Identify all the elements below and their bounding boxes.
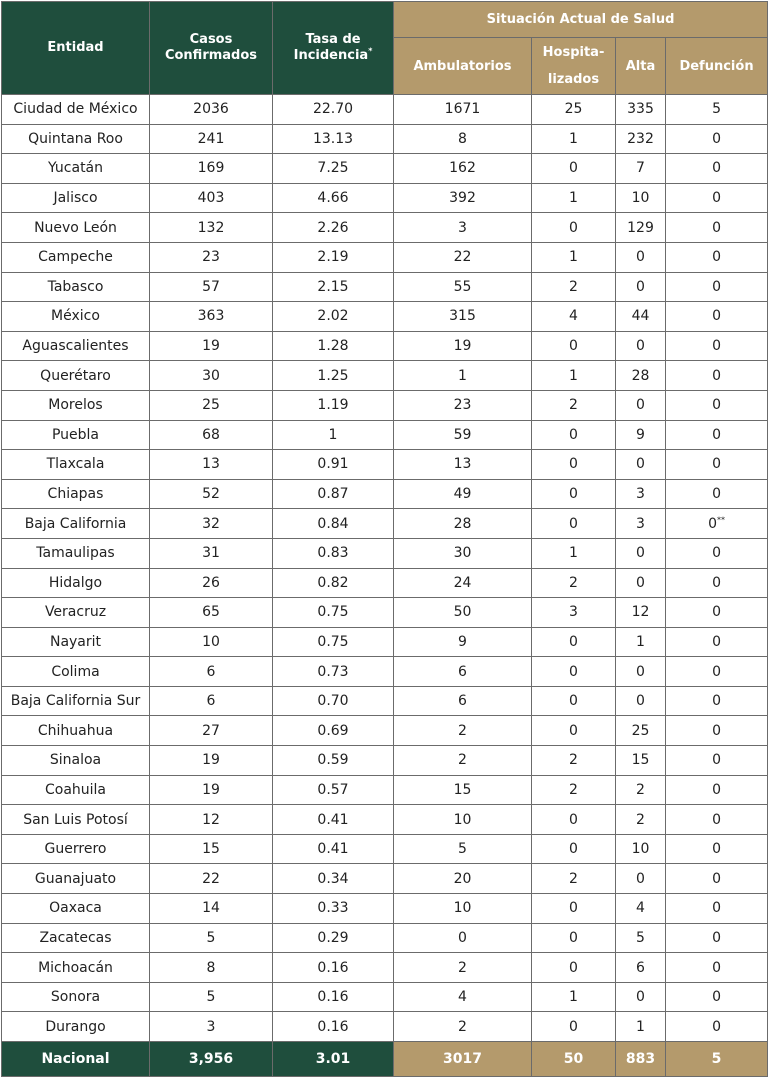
cell-entidad: Puebla (2, 420, 150, 450)
cell-entidad: Colima (2, 657, 150, 687)
cell-entidad: Coahuila (2, 775, 150, 805)
cell-defuncion: 5 (666, 95, 768, 125)
cell-hospitalizados: 0 (532, 154, 616, 184)
cell-entidad: Morelos (2, 390, 150, 420)
covid-cases-table (1, 1, 768, 1077)
cell-tasa: 1.25 (273, 361, 394, 391)
cell-tasa: 2.15 (273, 272, 394, 302)
cell-tasa: 0.84 (273, 509, 394, 539)
cell-tasa: 0.57 (273, 775, 394, 805)
cell-ambulatorios: 2 (394, 716, 532, 746)
cell-alta: 44 (616, 302, 666, 332)
cell-ambulatorios: 22 (394, 242, 532, 272)
cell-defuncion: 0 (666, 420, 768, 450)
cell-tasa: 1 (273, 420, 394, 450)
cell-ambulatorios: 3 (394, 213, 532, 243)
cell-tasa: 0.41 (273, 805, 394, 835)
cell-defuncion: 0 (666, 242, 768, 272)
cell-hospitalizados: 3 (532, 598, 616, 628)
cell-hospitalizados: 0 (532, 657, 616, 687)
cell-defuncion: 0** (666, 509, 768, 539)
table-row (2, 272, 768, 302)
table-row (2, 450, 768, 480)
cell-defuncion: 0 (666, 538, 768, 568)
cell-hospitalizados: 0 (532, 479, 616, 509)
cell-tasa: 0.69 (273, 716, 394, 746)
cell-tasa: 0.16 (273, 953, 394, 983)
table-row (2, 242, 768, 272)
cell-hospitalizados: 25 (532, 95, 616, 125)
cell-entidad: Tamaulipas (2, 538, 150, 568)
cell-hospitalizados: 4 (532, 302, 616, 332)
cell-alta: 2 (616, 805, 666, 835)
cell-casos: 27 (150, 716, 273, 746)
cell-casos: 5 (150, 923, 273, 953)
table-row (2, 420, 768, 450)
table-row (2, 361, 768, 391)
cell-hospitalizados: 1 (532, 361, 616, 391)
cell-hospitalizados: 0 (532, 213, 616, 243)
cell-tasa: 0.91 (273, 450, 394, 480)
header-casos-confirmados: Casos Confirmados (150, 2, 273, 95)
cell-ambulatorios: 2 (394, 746, 532, 776)
cell-tasa: 0.70 (273, 686, 394, 716)
cell-ambulatorios: 49 (394, 479, 532, 509)
cell-hospitalizados: 1 (532, 242, 616, 272)
cell-tasa: 1.19 (273, 390, 394, 420)
cell-defuncion: 0 (666, 124, 768, 154)
cell-hospitalizados: 0 (532, 420, 616, 450)
cell-entidad: Aguascalientes (2, 331, 150, 361)
total-hospitalizados: 50 (532, 1042, 616, 1077)
cell-entidad: Nuevo León (2, 213, 150, 243)
table-row (2, 95, 768, 125)
cell-entidad: México (2, 302, 150, 332)
cell-ambulatorios: 55 (394, 272, 532, 302)
header-situacion-actual: Situación Actual de Salud (394, 2, 768, 38)
cell-defuncion: 0 (666, 598, 768, 628)
cell-alta: 335 (616, 95, 666, 125)
cell-ambulatorios: 6 (394, 657, 532, 687)
cell-tasa: 0.87 (273, 479, 394, 509)
table-row (2, 1012, 768, 1042)
cell-casos: 65 (150, 598, 273, 628)
cell-ambulatorios: 30 (394, 538, 532, 568)
cell-entidad: Oaxaca (2, 894, 150, 924)
cell-alta: 2 (616, 775, 666, 805)
cell-casos: 23 (150, 242, 273, 272)
total-alta: 883 (616, 1042, 666, 1077)
cell-casos: 19 (150, 746, 273, 776)
cell-tasa: 13.13 (273, 124, 394, 154)
cell-entidad: Campeche (2, 242, 150, 272)
cell-defuncion: 0 (666, 775, 768, 805)
cell-tasa: 0.75 (273, 598, 394, 628)
table-row (2, 568, 768, 598)
table-row (2, 390, 768, 420)
cell-alta: 5 (616, 923, 666, 953)
cell-alta: 0 (616, 657, 666, 687)
table-row (2, 509, 768, 539)
cell-ambulatorios: 1671 (394, 95, 532, 125)
total-tasa: 3.01 (273, 1042, 394, 1077)
table-row (2, 183, 768, 213)
cell-casos: 15 (150, 834, 273, 864)
cell-defuncion: 0 (666, 272, 768, 302)
cell-alta: 232 (616, 124, 666, 154)
cell-defuncion: 0 (666, 213, 768, 243)
cell-casos: 10 (150, 627, 273, 657)
cell-entidad: San Luis Potosí (2, 805, 150, 835)
cell-entidad: Sonora (2, 982, 150, 1012)
cell-alta: 12 (616, 598, 666, 628)
cell-tasa: 2.02 (273, 302, 394, 332)
cell-casos: 2036 (150, 95, 273, 125)
cell-alta: 129 (616, 213, 666, 243)
cell-entidad: Durango (2, 1012, 150, 1042)
total-defuncion: 5 (666, 1042, 768, 1077)
footnote-mark: ** (716, 514, 725, 524)
cell-ambulatorios: 13 (394, 450, 532, 480)
cell-tasa: 0.16 (273, 982, 394, 1012)
cell-entidad: Chihuahua (2, 716, 150, 746)
cell-casos: 25 (150, 390, 273, 420)
cell-alta: 0 (616, 686, 666, 716)
cell-alta: 0 (616, 331, 666, 361)
cell-tasa: 0.29 (273, 923, 394, 953)
cell-ambulatorios: 10 (394, 805, 532, 835)
table-row (2, 775, 768, 805)
table-row (2, 716, 768, 746)
cell-defuncion: 0 (666, 154, 768, 184)
cell-entidad: Tabasco (2, 272, 150, 302)
cell-ambulatorios: 9 (394, 627, 532, 657)
cell-ambulatorios: 50 (394, 598, 532, 628)
cell-ambulatorios: 10 (394, 894, 532, 924)
cell-ambulatorios: 392 (394, 183, 532, 213)
cell-ambulatorios: 315 (394, 302, 532, 332)
header-ambulatorios: Ambulatorios (394, 38, 532, 95)
cell-tasa: 0.75 (273, 627, 394, 657)
cell-tasa: 0.83 (273, 538, 394, 568)
table-body (2, 95, 768, 1042)
cell-ambulatorios: 2 (394, 1012, 532, 1042)
cell-casos: 6 (150, 686, 273, 716)
cell-defuncion: 0 (666, 864, 768, 894)
cell-entidad: Zacatecas (2, 923, 150, 953)
cell-ambulatorios: 5 (394, 834, 532, 864)
cell-alta: 1 (616, 1012, 666, 1042)
cell-tasa: 4.66 (273, 183, 394, 213)
cell-alta: 28 (616, 361, 666, 391)
cell-defuncion: 0 (666, 657, 768, 687)
cell-hospitalizados: 0 (532, 627, 616, 657)
cell-alta: 0 (616, 982, 666, 1012)
header-entidad: Entidad (2, 2, 150, 95)
cell-casos: 3 (150, 1012, 273, 1042)
cell-ambulatorios: 23 (394, 390, 532, 420)
cell-defuncion: 0 (666, 834, 768, 864)
cell-alta: 9 (616, 420, 666, 450)
cell-hospitalizados: 0 (532, 923, 616, 953)
table-row (2, 657, 768, 687)
cell-defuncion: 0 (666, 1012, 768, 1042)
cell-casos: 363 (150, 302, 273, 332)
cell-hospitalizados: 0 (532, 331, 616, 361)
cell-defuncion: 0 (666, 390, 768, 420)
cell-hospitalizados: 1 (532, 538, 616, 568)
table-row (2, 213, 768, 243)
cell-hospitalizados: 2 (532, 568, 616, 598)
cell-ambulatorios: 4 (394, 982, 532, 1012)
header-alta: Alta (616, 38, 666, 95)
table-row (2, 479, 768, 509)
cell-entidad: Guanajuato (2, 864, 150, 894)
cell-casos: 5 (150, 982, 273, 1012)
cell-hospitalizados: 2 (532, 272, 616, 302)
cell-hospitalizados: 0 (532, 834, 616, 864)
table-row (2, 627, 768, 657)
header-defuncion: Defunción (666, 38, 768, 95)
table-row (2, 834, 768, 864)
cell-entidad: Chiapas (2, 479, 150, 509)
cell-casos: 8 (150, 953, 273, 983)
cell-hospitalizados: 0 (532, 1012, 616, 1042)
cell-entidad: Tlaxcala (2, 450, 150, 480)
table-row (2, 805, 768, 835)
cell-ambulatorios: 15 (394, 775, 532, 805)
table-row (2, 746, 768, 776)
cell-hospitalizados: 0 (532, 894, 616, 924)
cell-defuncion: 0 (666, 716, 768, 746)
cell-hospitalizados: 0 (532, 509, 616, 539)
cell-casos: 19 (150, 331, 273, 361)
cell-defuncion: 0 (666, 805, 768, 835)
cell-casos: 32 (150, 509, 273, 539)
cell-tasa: 7.25 (273, 154, 394, 184)
cell-hospitalizados: 1 (532, 183, 616, 213)
cell-hospitalizados: 2 (532, 746, 616, 776)
cell-hospitalizados: 0 (532, 953, 616, 983)
cell-alta: 0 (616, 450, 666, 480)
cell-casos: 132 (150, 213, 273, 243)
cell-defuncion: 0 (666, 183, 768, 213)
cell-casos: 57 (150, 272, 273, 302)
cell-entidad: Yucatán (2, 154, 150, 184)
cell-alta: 15 (616, 746, 666, 776)
cell-alta: 3 (616, 479, 666, 509)
cell-casos: 6 (150, 657, 273, 687)
cell-tasa: 0.82 (273, 568, 394, 598)
cell-casos: 22 (150, 864, 273, 894)
cell-casos: 13 (150, 450, 273, 480)
cell-tasa: 0.59 (273, 746, 394, 776)
cell-casos: 30 (150, 361, 273, 391)
cell-alta: 0 (616, 568, 666, 598)
cell-alta: 0 (616, 272, 666, 302)
cell-hospitalizados: 2 (532, 390, 616, 420)
cell-entidad: Baja California (2, 509, 150, 539)
table-row (2, 982, 768, 1012)
cell-alta: 0 (616, 390, 666, 420)
total-casos: 3,956 (150, 1042, 273, 1077)
cell-ambulatorios: 0 (394, 923, 532, 953)
cell-casos: 26 (150, 568, 273, 598)
table-row (2, 598, 768, 628)
cell-entidad: Sinaloa (2, 746, 150, 776)
cell-defuncion: 0 (666, 479, 768, 509)
table-row (2, 864, 768, 894)
cell-alta: 7 (616, 154, 666, 184)
cell-casos: 403 (150, 183, 273, 213)
cell-ambulatorios: 8 (394, 124, 532, 154)
cell-entidad: Quintana Roo (2, 124, 150, 154)
cell-tasa: 0.41 (273, 834, 394, 864)
cell-entidad: Baja California Sur (2, 686, 150, 716)
cell-hospitalizados: 0 (532, 686, 616, 716)
cell-ambulatorios: 28 (394, 509, 532, 539)
cell-entidad: Nayarit (2, 627, 150, 657)
cell-ambulatorios: 6 (394, 686, 532, 716)
total-row (2, 1042, 768, 1077)
table-footer (2, 1042, 768, 1077)
cell-entidad: Veracruz (2, 598, 150, 628)
cell-casos: 169 (150, 154, 273, 184)
cell-entidad: Michoacán (2, 953, 150, 983)
cell-alta: 0 (616, 538, 666, 568)
cell-defuncion: 0 (666, 568, 768, 598)
cell-casos: 52 (150, 479, 273, 509)
cell-hospitalizados: 1 (532, 124, 616, 154)
cell-tasa: 0.16 (273, 1012, 394, 1042)
cell-defuncion: 0 (666, 627, 768, 657)
cell-casos: 68 (150, 420, 273, 450)
table-row (2, 331, 768, 361)
cell-defuncion: 0 (666, 894, 768, 924)
cell-ambulatorios: 19 (394, 331, 532, 361)
cell-alta: 25 (616, 716, 666, 746)
cell-defuncion: 0 (666, 361, 768, 391)
table-row (2, 154, 768, 184)
cell-alta: 4 (616, 894, 666, 924)
cell-defuncion: 0 (666, 302, 768, 332)
total-entidad: Nacional (2, 1042, 150, 1077)
cell-casos: 12 (150, 805, 273, 835)
cell-tasa: 2.26 (273, 213, 394, 243)
cell-hospitalizados: 0 (532, 805, 616, 835)
header-hospitalizados: Hospita- lizados (532, 38, 616, 95)
cell-defuncion: 0 (666, 746, 768, 776)
cell-defuncion: 0 (666, 953, 768, 983)
cell-tasa: 0.33 (273, 894, 394, 924)
cell-defuncion: 0 (666, 923, 768, 953)
cell-hospitalizados: 2 (532, 775, 616, 805)
cell-tasa: 2.19 (273, 242, 394, 272)
cell-ambulatorios: 2 (394, 953, 532, 983)
cell-casos: 19 (150, 775, 273, 805)
cell-alta: 1 (616, 627, 666, 657)
table-row (2, 302, 768, 332)
cell-entidad: Guerrero (2, 834, 150, 864)
table-header (2, 2, 768, 95)
cell-defuncion: 0 (666, 686, 768, 716)
cell-hospitalizados: 2 (532, 864, 616, 894)
table-row (2, 124, 768, 154)
cell-alta: 0 (616, 864, 666, 894)
cell-defuncion: 0 (666, 982, 768, 1012)
cell-ambulatorios: 1 (394, 361, 532, 391)
cell-ambulatorios: 59 (394, 420, 532, 450)
cell-casos: 31 (150, 538, 273, 568)
cell-hospitalizados: 0 (532, 716, 616, 746)
table-row (2, 686, 768, 716)
table-row (2, 538, 768, 568)
cell-entidad: Jalisco (2, 183, 150, 213)
cell-hospitalizados: 0 (532, 450, 616, 480)
cell-hospitalizados: 1 (532, 982, 616, 1012)
header-tasa-incidencia: Tasa de Incidencia* (273, 2, 394, 95)
cell-ambulatorios: 162 (394, 154, 532, 184)
cell-ambulatorios: 24 (394, 568, 532, 598)
cell-entidad: Ciudad de México (2, 95, 150, 125)
cell-casos: 241 (150, 124, 273, 154)
cell-tasa: 1.28 (273, 331, 394, 361)
cell-alta: 3 (616, 509, 666, 539)
cell-alta: 0 (616, 242, 666, 272)
cell-tasa: 0.73 (273, 657, 394, 687)
cell-alta: 10 (616, 834, 666, 864)
cell-defuncion: 0 (666, 450, 768, 480)
table-row (2, 894, 768, 924)
cell-entidad: Querétaro (2, 361, 150, 391)
cell-defuncion: 0 (666, 331, 768, 361)
cell-entidad: Hidalgo (2, 568, 150, 598)
total-ambulatorios: 3017 (394, 1042, 532, 1077)
cell-alta: 10 (616, 183, 666, 213)
table-row (2, 953, 768, 983)
cell-ambulatorios: 20 (394, 864, 532, 894)
table-row (2, 923, 768, 953)
cell-tasa: 22.70 (273, 95, 394, 125)
cell-alta: 6 (616, 953, 666, 983)
cell-tasa: 0.34 (273, 864, 394, 894)
cell-casos: 14 (150, 894, 273, 924)
